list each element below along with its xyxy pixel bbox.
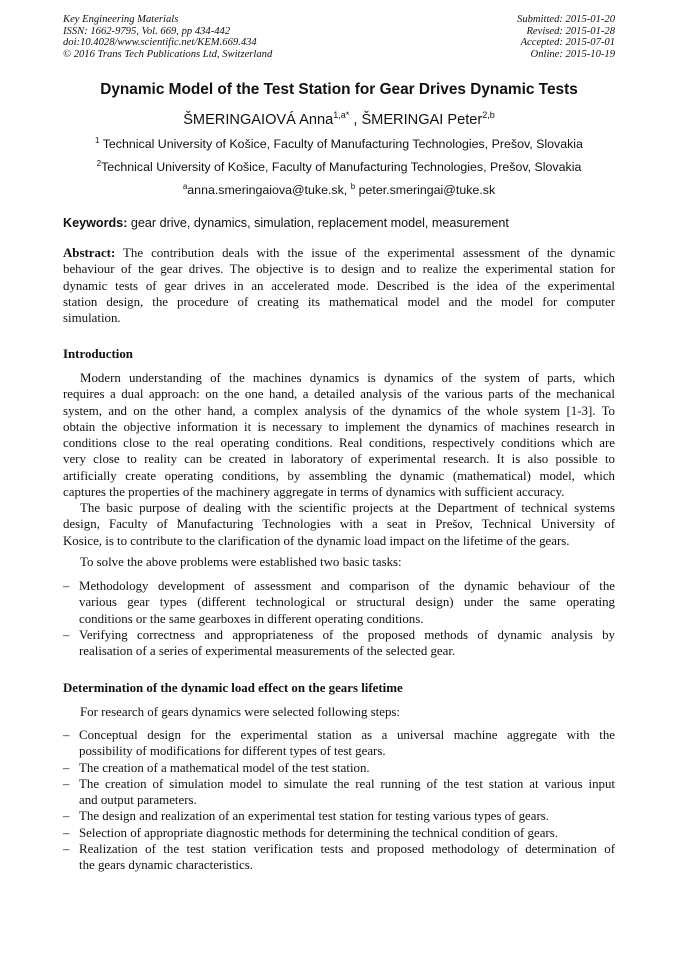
dash-bullet: –	[63, 809, 70, 824]
list-item-line: Conceptual design for the experimental station as a universal machine aggregate with the	[79, 728, 615, 742]
list-item-line: various gear types (different technological or structural design) under the same operating	[79, 595, 615, 610]
accepted-date: Accepted: 2015-07-01	[520, 37, 615, 49]
dash-bullet: –	[63, 760, 70, 775]
dash-bullet: –	[63, 776, 70, 791]
dash-bullet: –	[63, 627, 70, 642]
dash-bullet: –	[63, 842, 70, 857]
abstract-line-text: The contribution deals with the issue of the experimental assessment of the dynamic	[115, 246, 615, 260]
affiliation-2-sup: 2	[96, 159, 102, 168]
list-item-line: and output parameters.	[79, 793, 197, 808]
paper-title: Dynamic Model of the Test Station for Gear Drives Dynamic Tests	[100, 81, 578, 98]
list-item-line: The creation of simulation model to simulate the real running of the test station at various input	[79, 776, 615, 791]
abstract-line: dynamic tests of gear drives in an accelerated mode. Described is the idea of the experimental	[63, 278, 615, 293]
issn: ISSN: 1662-9795, Vol. 669, pp 434-442	[63, 25, 231, 37]
intro-line: captures the properties of the machinery aggregate in terms of dynamics with sufficient accuracy.	[63, 485, 565, 500]
affiliation-1	[0, 137, 678, 151]
keywords	[63, 216, 615, 230]
intro-line: Kosice, is to contribute to the clarification of the dynamic load impact on the lifetime of the gears.	[63, 533, 570, 548]
intro-line: obtain the objective information it is necessary to implement the dynamics of machines research in	[63, 419, 615, 434]
list-item-line: Realization of the test station verification tests and proposed methodology of determination of	[79, 842, 615, 857]
intro-line: design, Faculty of Manufacturing Technologies with a seat in Prešov, Technical University of	[63, 517, 615, 532]
dash-bullet: –	[63, 825, 70, 840]
affiliation-1-sup: 1	[95, 136, 100, 145]
email-a[interactable]: anna.smeringaiova@tuke.sk,	[187, 183, 351, 197]
abstract-line: behaviour of the gear drives. The objective is to design and to realize the experimental station for	[63, 262, 615, 277]
author-2: ŠMERINGAI Peter	[361, 112, 483, 128]
doi: doi:10.4028/www.scientific.net/KEM.669.434	[63, 37, 257, 49]
email-b[interactable]: peter.smeringai@tuke.sk	[355, 183, 496, 197]
abstract-line: simulation.	[63, 311, 121, 326]
abstract-line: station design, the procedure of creating its mathematical model and the model for computer	[63, 294, 615, 309]
journal-info	[63, 14, 272, 60]
introduction-heading: Introduction	[63, 347, 133, 361]
author-1: ŠMERINGAIOVÁ Anna	[183, 112, 334, 128]
author-1-sup: 1,a*	[333, 110, 350, 120]
dash-bullet: –	[63, 579, 70, 593]
list-item-line: possibility of modifications for different types of test gears.	[79, 744, 386, 759]
author-separator: ,	[349, 112, 362, 128]
journal-name: Key Engineering Materials	[63, 14, 179, 25]
list-item	[63, 578, 615, 627]
author-emails	[0, 183, 678, 197]
keywords-text: gear drive, dynamics, simulation, replacement model, measurement	[127, 216, 509, 230]
list-item-line: conditions or the same gearboxes in different operating conditions.	[79, 611, 424, 626]
list-item	[63, 760, 615, 776]
list-item-line: The design and realization of an experimental test station for testing various types of gears.	[79, 809, 550, 824]
list-item	[63, 627, 615, 660]
email-a-sup: a	[182, 182, 188, 191]
intro-paragraph-3	[63, 554, 615, 570]
intro-line: Modern understanding of the machines dynamics is dynamics of the system of parts, which	[80, 371, 615, 385]
intro-line: system, and on the other hand, a complex analysis of the dynamics of the whole system [1-3]. To	[63, 403, 615, 418]
copyright: © 2016 Trans Tech Publications Ltd, Switzerland	[63, 48, 273, 60]
steps-list	[63, 727, 615, 874]
intro-line: very close to reality can be created in laboratory of experimental research. It is also possible to	[63, 452, 615, 467]
list-item-line: Selection of appropriate diagnostic methods for determining the technical condition of gears.	[79, 825, 558, 840]
intro-line: artificially create operating conditions, by assembling the dynamic (mathematical) model, which	[63, 468, 615, 483]
authors	[0, 112, 678, 128]
section2-heading: Determination of the dynamic load effect on the gears lifetime	[63, 681, 403, 695]
list-item-line: realisation of a series of experimental measurements of the selected gear.	[79, 644, 456, 659]
affiliation-1-text: Technical University of Košice, Faculty of Manufacturing Technologies, Prešov, Slovakia	[99, 137, 583, 151]
submitted-date: Submitted: 2015-01-20	[517, 14, 615, 25]
abstract-label: Abstract:	[63, 246, 116, 260]
keywords-label: Keywords:	[63, 216, 128, 230]
tasks-list	[63, 578, 615, 659]
author-2-sup: 2,b	[482, 110, 495, 120]
list-item-line: Verifying correctness and appropriateness of the proposed methods of dynamic analysis by	[79, 627, 615, 642]
list-item	[63, 825, 615, 841]
list-item	[63, 727, 615, 760]
email-b-sup: b	[350, 182, 356, 191]
intro-paragraph-2	[63, 500, 615, 549]
abstract	[63, 245, 615, 326]
list-item	[63, 808, 615, 824]
intro-line: requires a dual approach: on the one hand, a detailed analysis of the various parts of the mechanical	[63, 387, 615, 402]
intro-paragraph-1	[63, 370, 615, 500]
list-item	[63, 776, 615, 809]
dash-bullet: –	[63, 728, 70, 742]
list-item-line: the gears dynamic characteristics.	[79, 858, 253, 873]
online-date: Online: 2015-10-19	[530, 48, 615, 60]
intro-line: The basic purpose of dealing with the scientific projects at the Department of technical systems	[80, 501, 615, 515]
intro-line: conditions close to the real operating conditions. Real conditions, respectively conditions which are	[63, 436, 615, 451]
abstract-line	[63, 245, 615, 261]
list-item	[63, 841, 615, 874]
list-item-line: The creation of a mathematical model of the test station.	[79, 760, 370, 775]
affiliation-2-text: Technical University of Košice, Faculty of Manufacturing Technologies, Prešov, Slovakia	[101, 160, 582, 174]
list-item-line: Methodology development of assessment and comparison of the dynamic behaviour of the	[79, 579, 615, 593]
section2-intro-line: For research of gears dynamics were selected following steps:	[80, 705, 401, 719]
revised-date: Revised: 2015-01-28	[526, 25, 615, 37]
section2-intro	[63, 704, 615, 720]
affiliation-2	[0, 160, 678, 174]
dates-info	[517, 14, 615, 60]
intro-line: To solve the above problems were established two basic tasks:	[80, 555, 402, 569]
